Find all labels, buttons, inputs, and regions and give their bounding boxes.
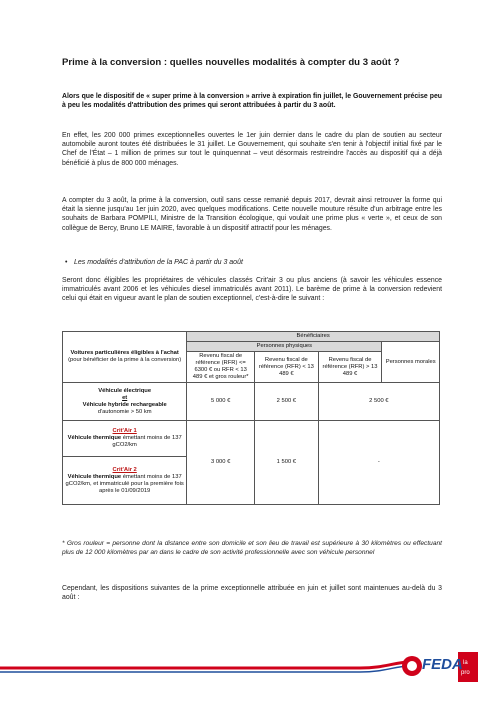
table-row (63, 421, 440, 457)
row-critair1-label: Crit'Air 1 Véhicule thermique émettant moins de 137 gCO2/km (63, 421, 187, 457)
paragraph-context: En effet, les 200 000 primes exceptionnelles ouvertes le 1er juin dernier dans le cadre du plan de soutien au secteur automobile auront toutes été distribuées le 31 juillet. Le Gouvernement, qui souhaite s'en tenir à l'objectif initial fixé par le Chef de l'État – 1 million de primes sur tout le quinquennat – veut désormais restreindre l'accès au dispositif qui a déjà bénéficié à plus de 800 000 ménages. (62, 132, 442, 167)
feda-logo (400, 644, 480, 694)
intro-paragraph: Alors que le dispositif de « super prime à la conversion » arrive à expiration fin juillet, le Gouvernement précise peu à peu les modalités d'attribution des primes qui seront attribuées à partir du 3 août. (62, 93, 442, 110)
table-header-vehicles: Voitures particulières éligibles à l'achat (pour bénéficier de la prime à la conversion) (63, 332, 187, 383)
svg-text:pro: pro (461, 670, 470, 676)
feda-logo-text: FEDA (422, 656, 463, 673)
row-thermal-value-34: - (318, 421, 439, 505)
row-thermal-value-2: 1 500 € (255, 421, 319, 505)
table-header-rfr-low: Revenu fiscal de référence (RFR) <= 6300 € ou RFR < 13 489 € et gros rouleur* (187, 352, 255, 383)
row-thermal-value-1: 3 000 € (187, 421, 255, 505)
section-heading (65, 259, 243, 266)
svg-text:la: la (463, 660, 468, 666)
table-header-beneficiaires: Bénéficiaires (187, 332, 440, 342)
row-electric-value-1: 5 000 € (187, 383, 255, 421)
row-electric-value-2: 2 500 € (255, 383, 319, 421)
footnote-gros-rouleur: * Gros rouleur = personne dont la distance entre son domicile et son lieu de travail est supérieure à 30 kilomètres ou effectuant plus de 12 000 kilomètres par an dans le cadre de son activité professionnelle avec son véhicule personnel (62, 540, 442, 556)
paragraph-maintained: Cependant, les dispositions suivantes de la prime exceptionnelle attribuée en juin et juillet sont maintenues au-delà du 3 août : (62, 585, 442, 602)
prime-table (62, 331, 440, 505)
page-title: Prime à la conversion : quelles nouvelles modalités à compter du 3 août ? (62, 57, 400, 68)
row-critair2-label: Crit'Air 2 Véhicule thermique émettant moins de 137 gCO2/km, et immatriculé pour la première fois après le 01/09/2019 (63, 457, 187, 505)
row-electric-value-34: 2 500 € (318, 383, 439, 421)
section-heading-text: Les modalités d'attribution de la PAC à partir du 3 août (74, 259, 243, 266)
table-header-rfr-high: Revenu fiscal de référence (RFR) > 13 489 € (318, 352, 382, 383)
row-electric-label: Véhicule électrique et Véhicule hybride rechargeable d'autonomie > 50 km (63, 383, 187, 421)
paragraph-eligibility: Seront donc éligibles les propriétaires de véhicules classés Crit'air 3 ou plus anciens (à savoir les véhicules essence immatriculés avant 2006 et les véhicules diesel immatriculés avant 2011). Le barème de prime à la conversion redevient celui qui était en vigueur avant le plan de soutien exceptionnel, c'est-à-dire le suivant : (62, 277, 442, 303)
table-header-rfr-mid: Revenu fiscal de référence (RFR) < 13 489 € (255, 352, 319, 383)
table-header-morales: Personnes morales (382, 342, 440, 383)
page-footer (0, 640, 495, 700)
paragraph-new-version: A compter du 3 août, la prime à la conversion, outil sans cesse remanié depuis 2017, devrait ainsi retrouver la forme qui était la sienne jusqu'au 1er juin 2020, avec quelques modifications. Cette nouvelle mouture résulte d'un arbitrage entre les souhaits de Barbara POMPILI, Ministre de la Transition écologique, qui voulait une prime plus « verte », et ceux de son collègue de Bercy, Bruno LE MAIRE, favorable à un dispositif attractif pour les ménages. (62, 197, 442, 232)
table-header-physiques: Personnes physiques (187, 342, 382, 352)
table-row (63, 383, 440, 421)
bullet-icon: • (65, 259, 68, 266)
